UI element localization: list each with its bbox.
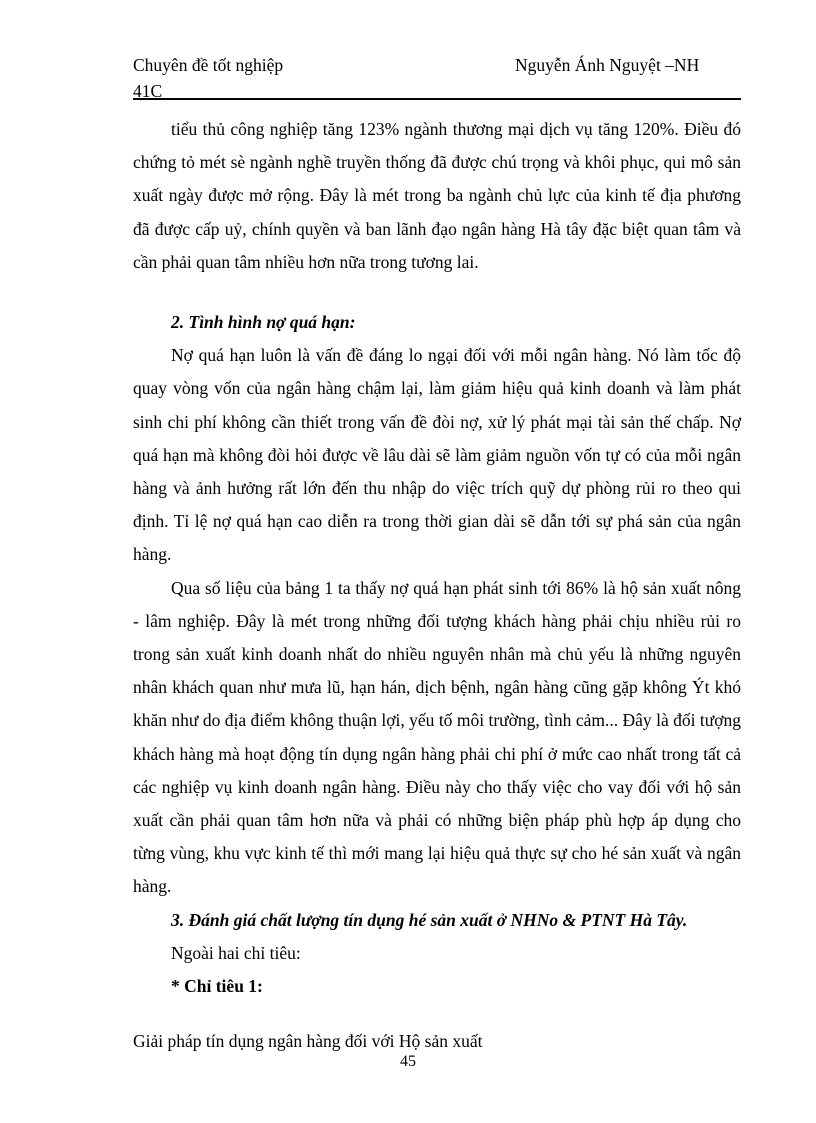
- footer-title: Giải pháp tín dụng ngân hàng đối với Hộ sản xuất: [133, 1031, 483, 1051]
- paragraph-3: Qua số liệu của bảng 1 ta thấy nợ quá hạn phát sinh tới 86% là hộ sản xuất nông - lâm nghiệp. Đây là mét trong những đối tượng khách hàng phải chịu nhiều rủi ro trong sản xuất kinh doanh nhất do nhiều nguyên nhân mà chủ yếu là những nguyên nhân khách quan như mưa lũ, hạn hán, dịch bệnh, ngân hàng cũng gặp không Ýt khó khăn như do địa điểm không thuận lợi, yếu tố môi trường, tình cảm... Đây là đối tượng khách hàng mà hoạt động tín dụng ngân hàng phải chi phí ở mức cao nhất trong tất cả các nghiệp vụ kinh doanh ngân hàng. Điều này cho thấy việc cho vay đối với hộ sản xuất cần phải quan tâm hơn nữa và phải có những biện pháp phù hợp áp dụng cho từng vùng, khu vực kinh tế thì mới mang lại hiệu quả thực sự cho hé sản xuất và ngân hàng.: [133, 577, 741, 897]
- header-title: Chuyên đề tốt nghiệp: [133, 55, 284, 75]
- paragraph-1: tiểu thủ công nghiệp tăng 123% ngành thương mại dịch vụ tăng 120%. Điều đó chứng tỏ mét sè ngành nghề truyền thống đã được chú trọng và khôi phục, qui mô sản xuất ngày được mở rộng. Đây là mét trong ba ngành chủ lực của kinh tế địa phương đã được cấp uỷ, chính quyền và ban lãnh đạo ngân hàng Hà tây đặc biệt quan tâm và cần phải quan tâm nhiều hơn nữa trong tương lai.: [133, 119, 741, 272]
- paragraph-4: Ngoài hai chỉ tiêu:: [171, 942, 301, 963]
- header-class: 41C: [133, 81, 163, 101]
- section-heading-3: 3. Đánh giá chất lượng tín dụng hé sản xuất ở NHNo & PTNT Hà Tây.: [171, 909, 688, 930]
- header-author: Nguyễn Ánh Nguyệt –NH: [515, 55, 700, 75]
- header-rule: [133, 98, 741, 100]
- header-left: [133, 52, 283, 104]
- sub-heading-criterion-1: * Chỉ tiêu 1:: [171, 976, 263, 997]
- section-gap: [133, 279, 741, 306]
- page-number: 45: [400, 1053, 416, 1070]
- page-body: [133, 113, 741, 1003]
- paragraph-2: Nợ quá hạn luôn là vấn đề đáng lo ngại đối với mỗi ngân hàng. Nó làm tốc độ quay vòng vốn của ngân hàng chậm lại, làm giảm hiệu quả kinh doanh và làm phát sinh chi phí không cần thiết trong vấn đề đòi nợ, xử lý phát mại tài sản thế chấp. Nợ quá hạn mà không đòi hỏi được về lâu dài sẽ làm giảm nguồn vốn tự có của mỗi ngân hàng và ảnh hưởng rất lớn đến thu nhập do việc trích quỹ dự phòng rủi ro theo qui định. Tỉ lệ nợ quá hạn cao diễn ra trong thời gian dài sẽ dẫn tới sự phá sản của ngân hàng.: [133, 345, 741, 565]
- section-heading-2: 2. Tình hình nợ quá hạn:: [171, 312, 356, 333]
